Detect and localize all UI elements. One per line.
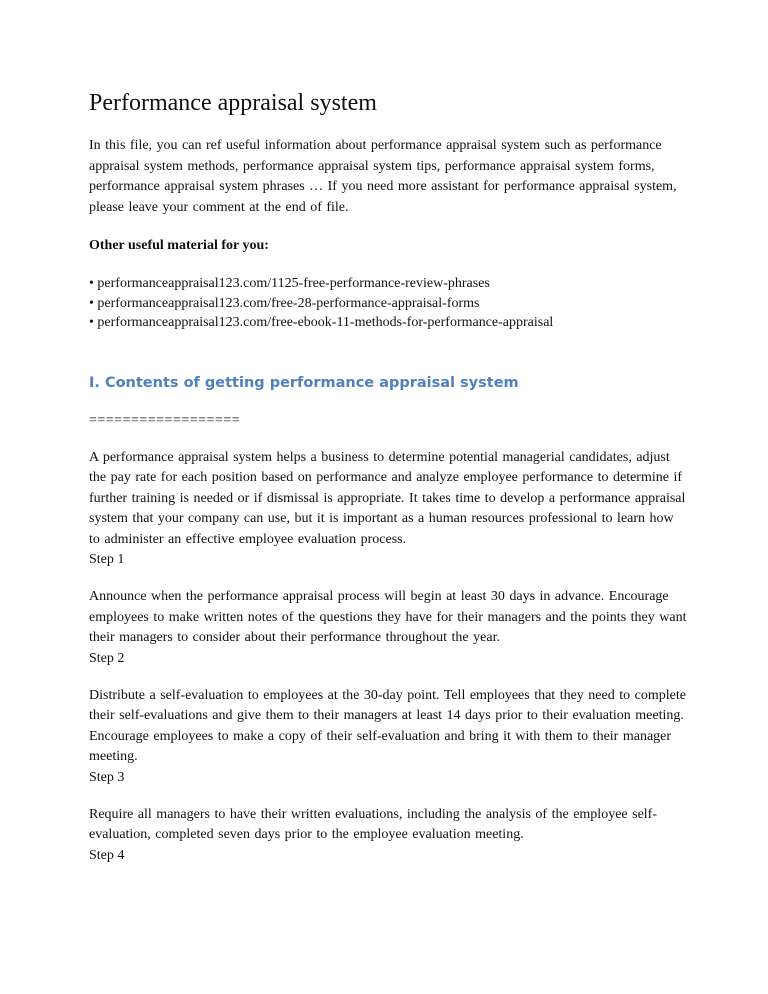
step-2-paragraph: Distribute a self-evaluation to employees at the 30-day point. Tell employees that they need to complete their self-evaluations and give them to their managers at least 14 days prior to their evaluation meeting. Encourage employees to make a copy of their self-evaluation and bring it with them to their manager meeting. [89,687,686,764]
intro-paragraph: In this file, you can ref useful information about performance appraisal system such as performance appraisal system methods, performance appraisal system tips, performance appraisal system forms, performance appraisal system phrases … If you need more assistant for performance appraisal system, please leave your comment at the end of file. [89,138,677,215]
other-material-heading: Other useful material for you: [89,238,269,253]
material-link-list [89,274,689,333]
step-3-paragraph: Require all managers to have their written evaluations, including the analysis of the employee self-evaluation, completed seven days prior to the employee evaluation meeting. [89,806,657,842]
material-link-ebook[interactable]: • performanceappraisal123.com/free-ebook-11-methods-for-performance-appraisal [89,315,554,330]
step-4-label: Step 4 [89,847,125,863]
document-content [89,88,689,866]
step-3-label: Step 3 [89,769,125,785]
step-2-label: Step 2 [89,650,125,666]
material-link-forms[interactable]: • performanceappraisal123.com/free-28-performance-appraisal-forms [89,295,480,311]
overview-paragraph: A performance appraisal system helps a business to determine potential managerial candidates, adjust the pay rate for each position based on performance and analyze employee performance to determine if further training is needed or if dismissal is appropriate. It takes time to develop a performance appraisal system that your company can use, but it is important as a human resources professional to learn how to administer an effective employee evaluation process. [89,449,686,547]
section-heading: I. Contents of getting performance appraisal system [89,374,519,391]
separator-line: ================== [89,412,241,428]
material-link-phrases[interactable]: • performanceappraisal123.com/1125-free-performance-review-phrases [89,276,490,291]
step-1-paragraph: Announce when the performance appraisal process will begin at least 30 days in advance. Encourage employees to make written notes of the questions they have for their managers and the points they want their managers to consider about their performance throughout the year. [89,589,687,645]
page-title: Performance appraisal system [89,90,377,116]
step-1-label: Step 1 [89,552,125,567]
